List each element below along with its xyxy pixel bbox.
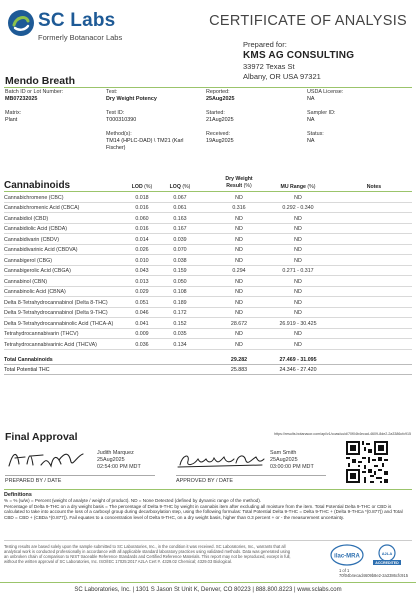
col-mu-unit: (%) xyxy=(307,184,316,190)
mu-range-value: 0.271 - 0.317 xyxy=(282,268,314,274)
started-cell xyxy=(206,110,234,124)
final-approval-title: Final Approval xyxy=(5,431,78,443)
meta-row xyxy=(5,131,411,159)
col-mu-label: MU Range xyxy=(280,184,306,190)
loq-value: 0.189 xyxy=(173,299,187,306)
accredited-badge-text: ACCREDITED xyxy=(375,561,399,565)
mu-range-value: ND xyxy=(294,247,302,253)
total-name: Total Potential THC xyxy=(4,367,50,373)
preparer-name: Judith Marquez xyxy=(97,450,134,456)
results-totals xyxy=(4,355,412,375)
table-row xyxy=(4,266,412,277)
sampler-id-label: Sampler ID: xyxy=(307,110,336,116)
result-value: ND xyxy=(235,341,243,348)
loq-value: 0.038 xyxy=(173,257,187,264)
logo-text: SC Labs xyxy=(38,10,116,31)
definitions-line1: % = % (w/w) = Percent (weight of analyte / weight of product). ND = None Detected (defined by dynamic range of the method). xyxy=(4,498,261,503)
method-value: TM14 (HPLC-DAD) \ TM21 (Karl xyxy=(106,138,184,144)
lod-value: 0.016 xyxy=(135,226,149,232)
table-row xyxy=(4,234,412,245)
method-value-cont: Fischer) xyxy=(106,145,126,151)
status-value: NA xyxy=(307,138,315,144)
approver-name: Sam Smith xyxy=(270,450,297,456)
received-value: 19Aug2025 xyxy=(206,138,234,144)
footer-contact: SC Laboratories, Inc. | 1301 S Jason St Unit K, Denver, CO 80223 | 888.800.8223 | www.sclabs.com xyxy=(0,582,416,599)
prepared-by-label: PREPARED BY / DATE xyxy=(5,478,62,484)
result-value: 0.316 xyxy=(232,205,246,211)
lod-value: 0.060 xyxy=(135,215,149,222)
lod-value: 0.041 xyxy=(135,320,149,327)
mu-range-value: ND xyxy=(294,215,302,222)
table-row xyxy=(4,245,412,256)
result-value: 0.294 xyxy=(232,268,246,274)
analyte-name: Cannabichromenic Acid (CBCA) xyxy=(4,205,80,211)
loq-value: 0.039 xyxy=(173,236,187,243)
lod-value: 0.046 xyxy=(135,310,149,316)
prepared-for-block xyxy=(243,40,354,82)
sampler-id-cell xyxy=(307,110,335,124)
result-value: ND xyxy=(235,289,243,295)
approved-by-label: APPROVED BY / DATE xyxy=(176,478,234,484)
approver-signature-line xyxy=(176,475,326,476)
result-value: ND xyxy=(235,331,243,337)
col-lod-unit: (%) xyxy=(144,184,153,190)
total-row xyxy=(4,355,412,365)
ilac-badge-text: ilac-MRA xyxy=(334,553,360,560)
meta-row xyxy=(5,89,411,110)
sample-metadata xyxy=(5,89,411,159)
table-row xyxy=(4,329,412,340)
started-label: Started: xyxy=(206,110,225,116)
total-mu-range-value: 27.469 - 31.095 xyxy=(279,357,317,363)
sc-labs-logo xyxy=(7,9,137,43)
analyte-name: Cannabigerol (CBG) xyxy=(4,257,52,264)
matrix-cell xyxy=(5,110,21,124)
client-address-line1: 33972 Texas St xyxy=(243,62,295,71)
lod-value: 0.036 xyxy=(135,341,149,348)
result-value: 28.672 xyxy=(230,320,248,327)
table-row xyxy=(4,255,412,266)
table-row xyxy=(4,297,412,308)
client-address-line2: Albany, OR USA 97321 xyxy=(243,72,321,81)
col-header-notes: Notes xyxy=(366,184,382,190)
total-row xyxy=(4,365,412,375)
definitions-title: Definitions xyxy=(4,492,32,498)
analyte-name: Cannabidivarin (CBDV) xyxy=(4,236,60,243)
table-row xyxy=(4,318,412,329)
analyte-name: Tetrahydrocannabivarin (THCV) xyxy=(4,331,79,337)
mu-range-value: ND xyxy=(294,194,302,201)
test-id-cell xyxy=(106,110,136,124)
loq-value: 0.159 xyxy=(173,268,187,274)
result-value: ND xyxy=(235,257,243,264)
batch-id-cell xyxy=(5,89,63,103)
results-table-header xyxy=(4,175,412,192)
loq-value: 0.067 xyxy=(173,194,187,201)
result-value: ND xyxy=(235,215,243,222)
analyte-name: Delta 8-Tetrahydrocannabinol (Delta 8-THC) xyxy=(4,299,108,306)
total-name: Total Cannabinoids xyxy=(4,357,53,363)
mu-range-value: ND xyxy=(294,236,302,243)
loq-value: 0.152 xyxy=(173,320,187,327)
test-value: Dry Weight Potency xyxy=(106,96,157,102)
analyte-name: Cannabidivarinic Acid (CBDVA) xyxy=(4,247,78,253)
meta-row xyxy=(5,110,411,131)
mu-range-value: 0.292 - 0.340 xyxy=(282,205,314,211)
table-row xyxy=(4,203,412,214)
col-dry-weight-label: Dry Weight xyxy=(225,176,253,182)
result-value: ND xyxy=(235,194,243,201)
definitions-line2: Percentage of Delta 9-THC on a dry weight basis = The percentage of Delta 9-THC by weight in cannabis item after excluding all moisture from the item. Total Potential Delta 9-THC or CBD is calculated to take into account the loss of a carboxyl group during decarboxylation step, using the following formulas: Total Potential Delta 9-THC = Delta 9-THC + (Delta 9-THCa *(0.877)) and Total CBD = CBD + (CBDa *(0.877)). Fail equates to a concentration level of Delta 9-THC, on a dry weight basis, higher than 0.3 percent + or - the measurement uncertainty. xyxy=(4,503,403,520)
reported-cell xyxy=(206,89,234,103)
lod-value: 0.051 xyxy=(135,299,149,306)
loq-value: 0.070 xyxy=(173,247,187,253)
preparer-signature-line xyxy=(5,475,155,476)
total-result-value: 25.883 xyxy=(230,367,248,373)
analyte-name: Cannabinol (CBN) xyxy=(4,278,47,285)
document-title: CERTIFICATE OF ANALYSIS xyxy=(209,13,407,29)
batch-id-label: Batch ID or Lot Number: xyxy=(5,89,64,95)
mu-range-value: 26.919 - 30.425 xyxy=(279,320,317,327)
matrix-value: Plant xyxy=(5,117,18,123)
a2la-badge-text: A2LA xyxy=(381,551,393,556)
status-label: Status: xyxy=(307,131,324,137)
test-label: Test: xyxy=(106,89,118,95)
analyte-name: Cannabinolic Acid (CBNA) xyxy=(4,289,66,295)
analyte-name: Delta 9-Tetrahydrocannabinol (Delta 9-THC) xyxy=(4,310,108,316)
usda-license-label: USDA License: xyxy=(307,89,344,95)
test-id-value: T000310390 xyxy=(106,117,137,123)
verification-url[interactable]: https://results.botanacor.com/api/v1/coas/uuid/70f04b4ecad-4609-8de2-2a3386cfc915 xyxy=(274,432,411,436)
usda-license-value: NA xyxy=(307,96,315,102)
analyte-name: Tetrahydrocannabivarinic Acid (THCVA) xyxy=(4,341,97,348)
header-divider xyxy=(4,87,412,88)
table-row xyxy=(4,192,412,203)
sc-labs-logo-icon xyxy=(7,9,35,37)
col-loq-label: LOQ xyxy=(169,184,181,190)
total-result-value: 29.282 xyxy=(230,357,248,363)
section-title-cannabinoids: Cannabinoids xyxy=(4,180,71,191)
product-name: Mendo Breath xyxy=(5,75,76,87)
method-cell xyxy=(106,131,183,152)
table-row xyxy=(4,308,412,319)
method-label: Method(s): xyxy=(106,131,132,137)
loq-value: 0.134 xyxy=(173,341,187,348)
col-result-label: Result xyxy=(226,183,243,189)
result-value: ND xyxy=(235,236,243,243)
mu-range-value: ND xyxy=(294,278,302,285)
loq-value: 0.163 xyxy=(173,215,187,222)
page-number-value: 1 of 1 xyxy=(339,568,350,573)
col-header-result xyxy=(214,176,264,190)
analyte-name: Delta 9-Tetrahydrocannabinolic Acid (THCA-A) xyxy=(4,320,114,327)
page-number xyxy=(339,568,408,578)
disclaimer-divider xyxy=(4,540,412,541)
page-code: 70f04b4ecad4609b8e2-2a3386cfc915 xyxy=(339,573,408,578)
loq-value: 0.061 xyxy=(173,205,187,211)
reported-label: Reported: xyxy=(206,89,230,95)
preparer-time: 02:54:00 PM MDT xyxy=(97,464,141,470)
mu-range-value: ND xyxy=(294,289,302,295)
client-name: KMS AG CONSULTING xyxy=(243,50,355,61)
received-label: Received: xyxy=(206,131,230,137)
mu-range-value: ND xyxy=(294,341,302,348)
table-row xyxy=(4,339,412,350)
approver-time: 03:00:00 PM MDT xyxy=(270,464,314,470)
test-cell xyxy=(106,89,157,103)
lod-value: 0.016 xyxy=(135,205,149,211)
sampler-id-value: NA xyxy=(307,117,315,123)
approver-info xyxy=(270,450,314,471)
total-mu-range-value: 24.346 - 27.420 xyxy=(279,367,317,373)
col-header-loq xyxy=(164,184,196,190)
loq-value: 0.108 xyxy=(173,289,187,295)
table-row xyxy=(4,276,412,287)
approver-date: 25Aug2025 xyxy=(270,457,298,463)
usda-license-cell xyxy=(307,89,343,103)
analyte-name: Cannabichromene (CBC) xyxy=(4,194,64,201)
disclaimer-text: Testing results are based solely upon the sample submitted to SC Laboratories, Inc., in the condition it was received. SC Laboratories, Inc., warrants that all analytical work is conducted professionally in accordance with all applicable standard laboratory practices using validated methods. Data was generated using an unbroken chain of comparison to NIST traceable Reference Standards and Certified Reference Materials. This report may not be reproduced, except in full, without the written approval of SC Laboratories, Inc. ISO/IEC 17025:2017 A2LA Cert #. 4329.02 Chemical; 4329.03 Biological. xyxy=(4,544,291,564)
lod-value: 0.018 xyxy=(135,194,149,201)
lod-value: 0.013 xyxy=(135,278,149,285)
reported-value: 25Aug2025 xyxy=(206,96,235,102)
lod-value: 0.029 xyxy=(135,289,149,295)
a2la-accredited-badge-icon xyxy=(370,544,404,566)
lod-value: 0.043 xyxy=(135,268,149,274)
signature-preparer xyxy=(5,446,87,472)
test-id-label: Test ID: xyxy=(106,110,125,116)
received-cell xyxy=(206,131,234,145)
analyte-name: Cannabidiol (CBD) xyxy=(4,215,49,222)
table-row xyxy=(4,287,412,298)
col-loq-unit: (%) xyxy=(182,184,191,190)
lod-value: 0.010 xyxy=(135,257,149,264)
mu-range-value: ND xyxy=(294,257,302,264)
prepared-for-label: Prepared for: xyxy=(243,40,287,49)
mu-range-value: ND xyxy=(294,299,302,306)
started-value: 21Aug2025 xyxy=(206,117,234,123)
mu-range-value: ND xyxy=(294,331,302,337)
col-header-mu-range xyxy=(269,184,327,190)
qr-code-icon[interactable] xyxy=(346,441,388,483)
col-header-lod xyxy=(126,184,158,190)
ilac-mra-badge-icon xyxy=(330,544,364,566)
results-rows xyxy=(4,192,412,350)
cannabinoid-results-table xyxy=(4,175,412,375)
signature-approver xyxy=(176,447,268,473)
analyte-name: Cannabidiolic Acid (CBDA) xyxy=(4,226,68,232)
preparer-date: 25Aug2025 xyxy=(97,457,125,463)
preparer-info xyxy=(97,450,141,471)
logo-subtitle: Formerly Botanacor Labs xyxy=(38,33,123,42)
table-row xyxy=(4,224,412,235)
loq-value: 0.167 xyxy=(173,226,187,232)
table-row xyxy=(4,213,412,224)
mu-range-value: ND xyxy=(294,226,302,232)
definitions-section xyxy=(4,490,412,520)
analyte-name: Cannabigerolic Acid (CBGA) xyxy=(4,268,71,274)
lod-value: 0.014 xyxy=(135,236,149,243)
lod-value: 0.009 xyxy=(135,331,149,337)
col-lod-label: LOD xyxy=(131,184,143,190)
status-cell xyxy=(307,131,324,145)
mu-range-value: ND xyxy=(294,310,302,316)
loq-value: 0.035 xyxy=(173,331,187,337)
batch-id-value: MB07232025 xyxy=(5,96,38,102)
loq-value: 0.050 xyxy=(173,278,187,285)
col-result-unit: (%) xyxy=(243,183,252,189)
result-value: ND xyxy=(235,247,243,253)
loq-value: 0.172 xyxy=(173,310,187,316)
matrix-label: Matrix: xyxy=(5,110,22,116)
lod-value: 0.026 xyxy=(135,247,149,253)
result-value: ND xyxy=(235,278,243,285)
result-value: ND xyxy=(235,299,243,306)
result-value: ND xyxy=(235,310,243,316)
result-value: ND xyxy=(235,226,243,232)
